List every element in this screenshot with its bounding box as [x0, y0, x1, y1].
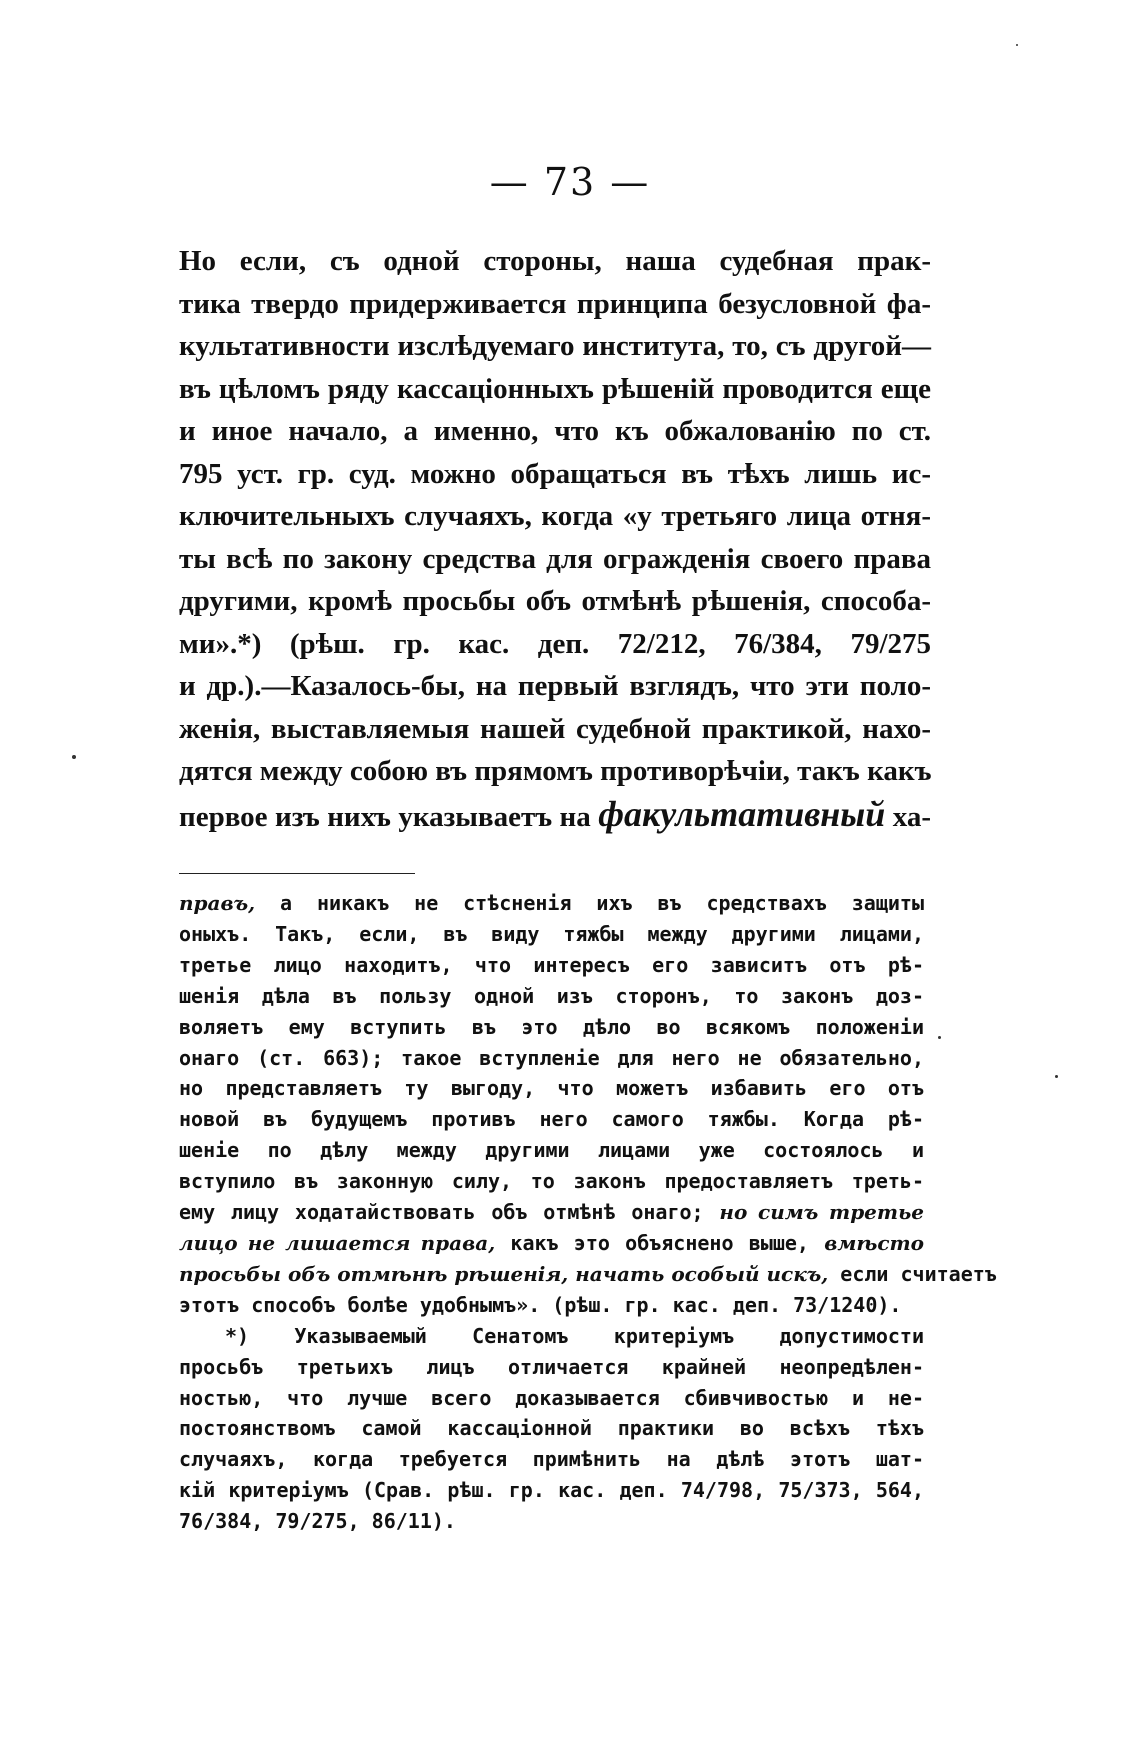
main-line: дятся между собою въ прямомъ противорѣчіи, такъ какъ — [179, 755, 932, 787]
main-line: ты всѣ по закону средства для огражденія своего права — [179, 542, 931, 575]
main-line: женія, выставляемыя нашей судебной практикой, нахо- — [179, 712, 931, 745]
main-line-last-start: первое изъ нихъ указываетъ на — [179, 800, 591, 833]
footnote-line: воляетъ ему вступить въ это дѣло во всякомъ положеніи — [179, 1014, 924, 1039]
footnote-line: шенія дѣла въ пользу одной изъ сторонъ, то законъ доз- — [179, 983, 924, 1008]
footnote-line: оныхъ. Такъ, если, въ виду тяжбы между другими лицами, — [179, 921, 924, 946]
asterisk-footnote-line-end: 76/384, 79/275, 86/11). — [179, 1509, 456, 1534]
page-number: — 73 — — [489, 160, 651, 204]
footnote-italic: вмѣсто — [824, 1230, 925, 1255]
footnote-italic: но симъ третье — [719, 1200, 924, 1225]
footnote-italic: лицо не лишается права, — [179, 1230, 496, 1255]
scan-speck — [72, 755, 76, 759]
asterisk-footnote-line: ностью, что лучше всего доказывается сбивчивостью и не- — [179, 1385, 924, 1410]
asterisk-footnote-line: постоянствомъ самой кассаціонной практики во всѣхъ тѣхъ — [179, 1416, 924, 1441]
main-paragraph — [179, 240, 931, 838]
main-line: ключительныхъ случаяхъ, когда «у третьяго лица отня- — [179, 500, 931, 532]
footnote-italic: правъ, — [179, 891, 256, 915]
asterisk-footnote-line: просьбъ третьихъ лицъ отличается крайней неопредѣлен- — [179, 1354, 924, 1379]
footnote-text: если считаетъ — [840, 1261, 997, 1286]
main-line-last — [179, 793, 931, 839]
footnote-divider — [179, 873, 415, 874]
footnote-line: новой въ будущемъ противъ него самого тяжбы. Когда рѣ- — [179, 1107, 924, 1132]
footnote-text: ему лицу ходатайствовать объ отмѣнѣ онаго; — [179, 1200, 704, 1225]
asterisk-footnote-line: случаяхъ, когда требуется примѣнить на дѣлѣ этотъ шат- — [179, 1447, 924, 1472]
footnote-line — [179, 1259, 997, 1290]
emphasized-word: факультативный — [598, 793, 886, 834]
main-line: тика твердо придерживается принципа безусловной фа- — [179, 287, 931, 320]
footnote-text: какъ это объяснено выше, — [510, 1230, 809, 1255]
main-line: Но если, съ одной стороны, наша судебная прак- — [179, 245, 931, 277]
main-line: ми».*) (рѣш. гр. кас. деп. 72/212, 76/384, 79/275 — [179, 627, 931, 660]
footnote-line — [179, 1197, 924, 1228]
footnote-line — [179, 1228, 924, 1259]
footnote-text: а никакъ не стѣсненія ихъ въ средствахъ защиты — [280, 891, 925, 915]
main-line: и иное начало, а именно, что къ обжалованію по ст. — [179, 415, 931, 447]
scan-speck — [938, 1036, 941, 1039]
footnote-line — [179, 888, 924, 919]
footnotes — [179, 888, 997, 1537]
footnote-line: онаго (ст. 663); такое вступленіе для него не обязательно, — [179, 1045, 924, 1070]
footnote-italic: просьбы объ отмѣнѣ рѣшенія, начать особый искъ, — [179, 1261, 829, 1286]
main-line: въ цѣломъ ряду кассаціонныхъ рѣшеній проводится еще — [179, 372, 931, 405]
scan-speck — [1016, 44, 1018, 46]
scan-speck — [1055, 1075, 1058, 1078]
footnote-line: третье лицо находитъ, что интересъ его зависитъ отъ рѣ- — [179, 952, 924, 977]
main-line: и др.).—Казалось-бы, на первый взглядъ, что эти поло- — [179, 670, 931, 702]
main-line-last-end: ха- — [892, 800, 932, 833]
footnote-line: шеніе по дѣлу между другими лицами уже состоялось и — [179, 1138, 924, 1163]
footnote-line: но представляетъ ту выгоду, что можетъ избавить его отъ — [179, 1076, 924, 1101]
main-line: 795 уст. гр. суд. можно обращаться въ тѣхъ лишь ис- — [179, 457, 931, 490]
main-line: другими, кромѣ просьбы объ отмѣнѣ рѣшенія, способа- — [179, 585, 931, 617]
main-line: культативности изслѣдуемаго института, то, съ другой— — [179, 330, 931, 362]
asterisk-footnote-line: кій критеріумъ (Срав. рѣш. гр. кас. деп. 74/798, 75/373, 564, — [179, 1478, 924, 1503]
footnote-line-end: этотъ способъ болѣе удобнымъ». (рѣш. гр. кас. деп. 73/1240). — [179, 1292, 902, 1317]
footnote-line: вступило въ законную силу, то законъ предоставляетъ треть- — [179, 1169, 924, 1194]
asterisk-footnote-line: *) Указываемый Сенатомъ критеріумъ допустимости — [225, 1323, 924, 1348]
